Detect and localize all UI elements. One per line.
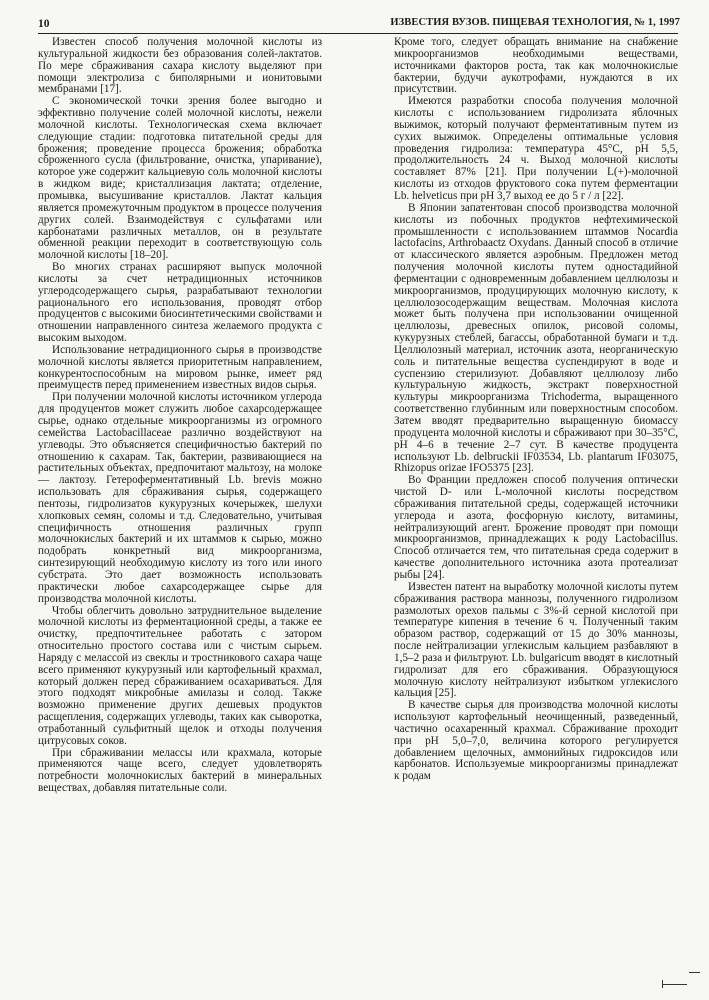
scan-mark (662, 980, 663, 988)
paragraph: В Японии запатентован способ производства молочной кислоты из побочных продуктов нефтехимической промышленности с использованием штаммов Nocardia lactofacins, Arthrobaactz Oxydans. Данный способ в отличие от классического является аэробным. Предложен метод получения молочной кислоты путем одностадийной ферментации с одновременным добавлением целлюлозы и микроорганизмов, продуцирующих молочную кислоту, к целлюлозосодержащим веществам. Молочная кислота может быть получена при использовании очищенной целлюлозы, древесных опилок, рисовой соломы, кукурузных стеблей, багассы, обработанной бумаги и т.д. Целлюлозный материал, источник азота, неорганическую соль и питательные вещества суспендируют в воде и суспензию стерилизуют. Добавляют целлюлозу либо культуральную жидкость, экстракт поверхностной культуры микроорганизма Trichoderma, выращенного соответственно глубинным или поверхностным способом. Затем вводят предварительно выращенную биомассу продуцента молочной кислоты и сбраживают при 30–35°C, pH 4–6 в течение 2–7 сут. В качестве продуцента используют Lb. delbruckii IF03534, Lb. plantarum IF03075, Rhizopus orizae IFO5375 [23]. (394, 201, 678, 475)
right-column (394, 37, 678, 783)
scan-mark (663, 984, 687, 985)
paragraph: При получении молочной кислоты источником углерода для продуцентов может служить любое сахарсодержащее сырье, однако отдельные микроорганизмы из огромного семейства Lactobacillaceae различно воздействуют на углеводы. Это объясняется специфичностью бактерий по отношению к сахарам. Так, бактерии, развивающиеся на растительных объектах, предпочитают мальтозу, на молоке — лактозу. Гетероферментативный Lb. brevis можно использовать для сбраживания сырья, содержащего пентозы, гидролизатов кукурузных кочерыжек, шелухи хлопковых семян, соломы и т.д. Следовательно, учитывая специфичность отношения различных групп молочнокислых бактерий и их штаммов к сырью, можно подобрать конкретный вид микроорганизма, синтезирующий необходимую кислоту из того или иного субстрата. Это дает возможность использовать практически любое сахарсодержащее сырье для производства молочной кислоты. (38, 391, 322, 605)
paragraph-continued: Кроме того, следует обращать внимание на снабжение микроорганизмов необходимыми веществами, источниками факторов роста, так как молочнокислые бактерии, будучи аукотрофами, нуждаются в их присутствии. (394, 36, 678, 96)
paragraph: Использование нетрадиционного сырья в производстве молочной кислоты является приоритетным направлением, конкурентоспособным на мировом рынке, имеет ряд преимуществ перед применением известных видов сырья. (38, 343, 322, 392)
paragraph: Во Франции предложен способ получения оптически чистой D- или L-молочной кислоты посредством сбраживания питательной среды, содержащей источники углерода и азота, фосфорную кислоту, витамины, нейтрализующий агент. Брожение проводят при помощи микроорганизмов, принадлежащих к роду Lactobacillus. Способ отличается тем, что питательная среда содержит в качестве дополнительного источника азота протеализат рыбы [24]. (394, 474, 678, 581)
paragraph: Известен патент на выработку молочной кислоты путем сбраживания раствора маннозы, полученного гидролизом размолотых орехов пальмы с 3%-й серной кислотой при температуре кипения в течение 6 ч. Полученный таким образом раствор, содержащий от 15 до 30% маннозы, после нейтрализации углекислым кальцием разбавляют в 1,5–2 раза и фильтруют. Lb. bulgaricum вводят в кислотный гидролизат для его сбраживания. Образующуюся молочную кислоту нейтрализуют избытком углекислого кальция [25]. (394, 580, 678, 700)
paragraph: Известен способ получения молочной кислоты из культуральной жидкости без образования солей-лактатов. По мере сбраживания сахара кислоту выделяют при помощи электролиза с биполярными и ионитовыми мембранами [17]. (38, 36, 322, 96)
scan-mark (689, 972, 700, 973)
page-number: 10 (38, 18, 50, 30)
paragraph: В качестве сырья для производства молочной кислоты используют картофельный неочищенный, разведенный, частично осахаренный крахмал. Сбраживание проходит при pH 5,0–7,0, величина которого регулируется добавлением щелочных, аммонийных гидроксидов или карбонатов. Используемые микроорганизмы принадлежат к родам (394, 699, 678, 783)
left-column (38, 37, 322, 795)
paragraph: Имеются разработки способа получения молочной кислоты с использованием гидролизата яблочных выжимок, который получают ферментативным путем из сухих выжимок. Определены оптимальные условия проведения гидролиза: температура 45°C, pH 5,5, продолжительность 24 ч. Выход молочной кислоты составляет 87% [21]. При получении L(+)-молочной кислоты из отходов фруктового сока путем ферментации Lb. helveticus при pH 3,7 выход ее до 5 г / л [22]. (394, 95, 678, 202)
paragraph: Во многих странах расширяют выпуск молочной кислоты за счет нетрадиционных источников углеродсодержащего сырья, разрабатывают технологии рационального его использования, проводят отбор продуцентов с высокими биосинтетическими свойствами и отношении направленного синтеза желаемого продукта с высоким выходом. (38, 261, 322, 345)
paragraph: С экономической точки зрения более выгодно и эффективно получение солей молочной кислоты, нежели молочной кислоты. Технологическая схема включает следующие стадии: подготовка питательной среды для брожения; проведение процесса брожения; обработка сброженного сусла (фильтрование, очистка, упаривание), которое уже содержит кальциевую соль молочной кислоты в жидком виде; кристаллизация лактата; отделение, промывка, высушивание кристаллов. Лактат кальция является промежуточным продуктом в процессе получения других солей. Взаимодействуя с сульфатами или карбонатами различных металлов, он в результате обменной реакции переходит в соответствующую соль молочной кислоты [18–20]. (38, 95, 322, 262)
paragraph: Чтобы облегчить довольно затруднительное выделение молочной кислоты из ферментационной среды, а также ее очистку, предпочтительнее работать с затором относительно простого состава или с чистым сырьем. Наряду с мелассой из свеклы и тростникового сахара чаще всего применяют кукурузный или картофельный крахмал, который должен перед сбраживанием осахариваться. Для этого подходят микробные амилазы и солод. Также возможно применение других дешевых продуктов расщепления, содержащих углеводы, таких как сыворотка, отработанный сульфитный щелок и отходы получения цитрусовых соков. (38, 604, 322, 747)
header-rule (38, 33, 678, 34)
running-head: ИЗВЕСТИЯ ВУЗОВ. ПИЩЕВАЯ ТЕХНОЛОГИЯ, № 1, 1997 (390, 17, 680, 28)
paragraph: При сбраживании мелассы или крахмала, которые применяются чаще всего, следует удовлетворять потребности молочнокислых бактерий в минеральных веществах, добавляя питательные соли. (38, 746, 322, 795)
